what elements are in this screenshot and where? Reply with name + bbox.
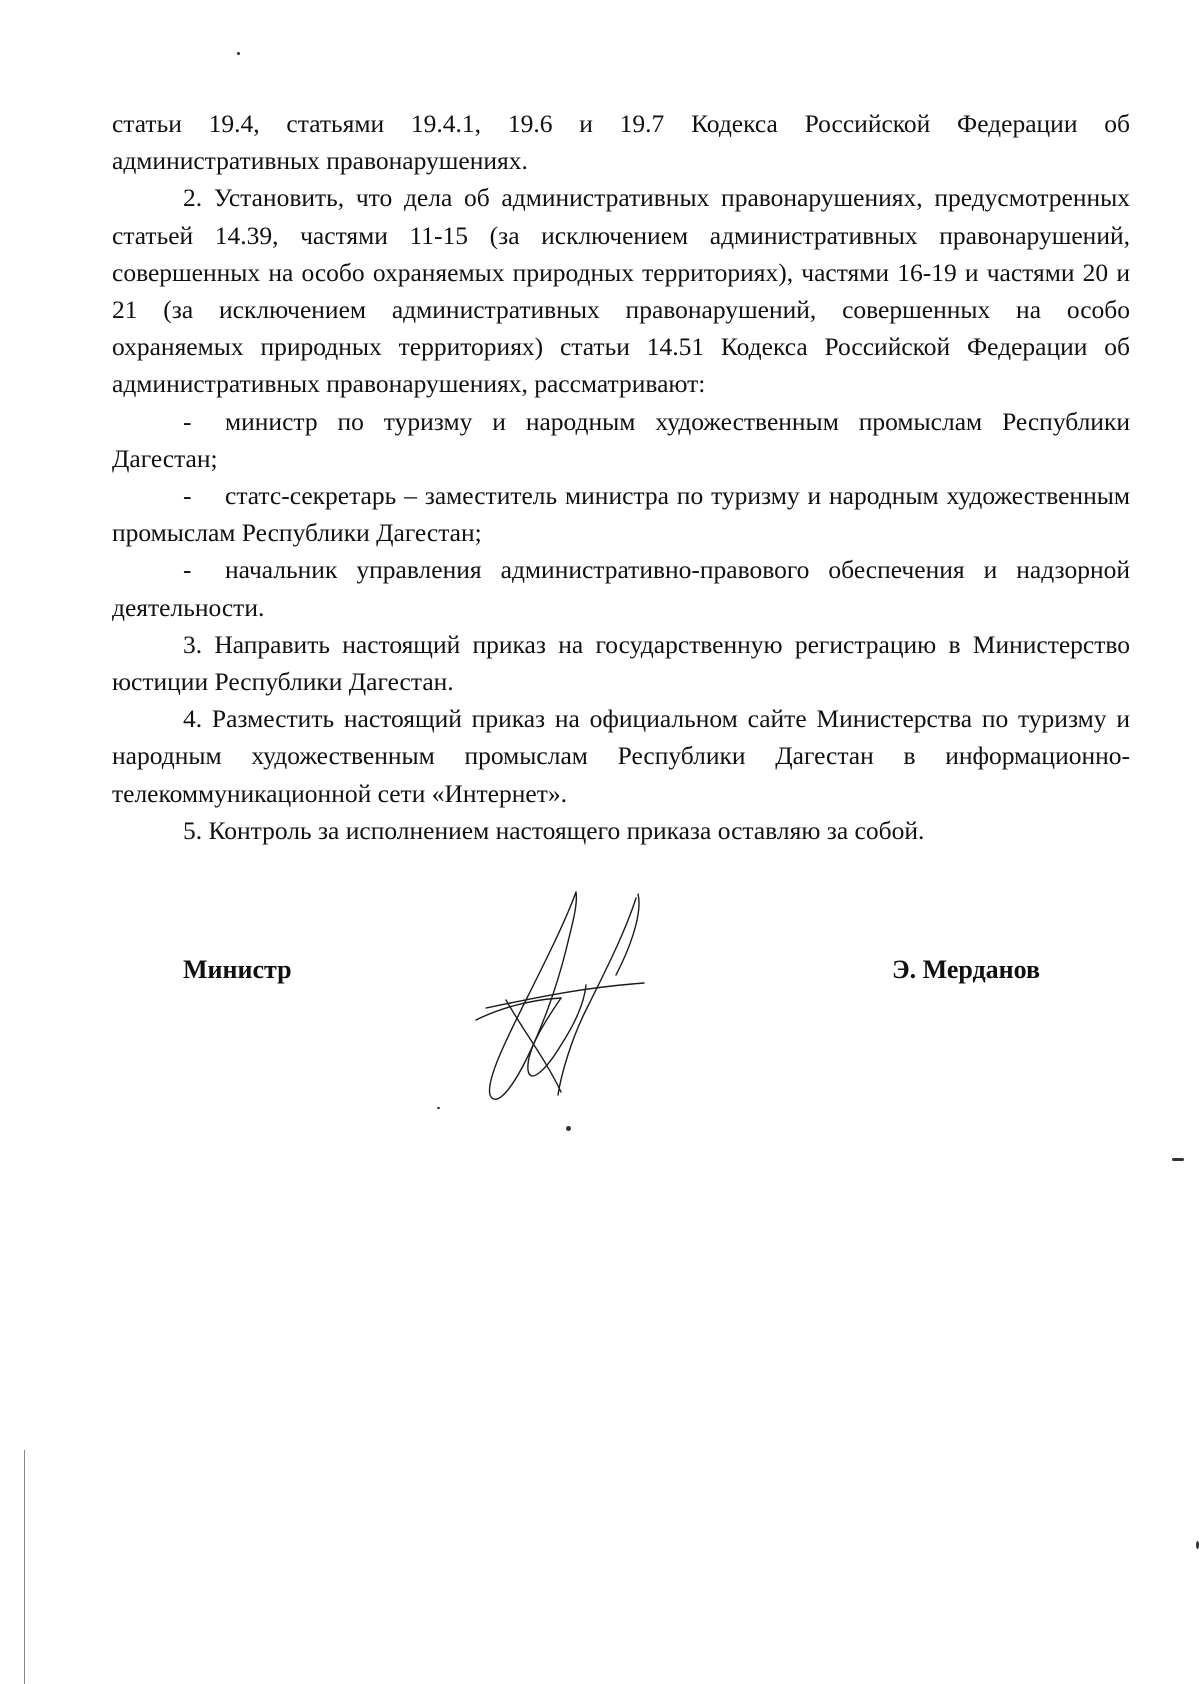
scan-speck [1196, 1541, 1199, 1549]
scan-speck [237, 52, 240, 55]
list-item [112, 477, 1130, 551]
scan-speck [1172, 1158, 1184, 1161]
list-item [112, 551, 1130, 625]
scan-edge-line [24, 1450, 25, 1684]
paragraph-item-2: 2. Установить, что дела об административных правонарушениях, предусмотренных статьей 14.39, частями 11-15 (за исключением административных правонарушений, совершенных на особо охраняемых природных территориях), частями 16-19 и частями 20 и 21 (за исключением административных правонарушений, совершенных на особо охраняемых природных территориях) статьи 14.51 Кодекса Российской Федерации об административных правонарушениях, рассматривают: [112, 183, 1130, 399]
paragraph-continuation: статьи 19.4, статьями 19.4.1, 19.6 и 19.7 Кодекса Российской Федерации об административных правонарушениях. [112, 109, 1130, 176]
signatory-position: Министр [183, 955, 292, 984]
signatory-name: Э. Мерданов [892, 955, 1041, 984]
handwritten-signature [466, 880, 666, 1110]
list-item [112, 403, 1130, 477]
paragraph-item-3: 3. Направить настоящий приказ на государственную регистрацию в Министерство юстиции Республики Дагестан. [112, 629, 1130, 697]
list-item-text: статс-секретарь – заместитель министра по туризму и народным художественным промыслам Республики Дагестан; [112, 481, 1130, 548]
scan-speck [566, 1126, 571, 1131]
list-dash: - [183, 555, 192, 585]
list-dash: - [183, 406, 192, 436]
document-body [112, 105, 1130, 849]
list-item-text: министр по туризму и народным художественным промыслам Республики Дагестан; [112, 406, 1130, 473]
list-item-text: начальник управления административно-правового обеспечения и надзорной деятельности. [112, 555, 1130, 622]
scan-speck [437, 1107, 440, 1109]
list-dash: - [183, 481, 192, 511]
paragraph-item-5: 5. Контроль за исполнением настоящего приказа оставляю за собой. [183, 815, 925, 845]
paragraph-item-4: 4. Разместить настоящий приказ на официальном сайте Министерства по туризму и народным художественным промыслам Республики Дагестан в информационно-телекоммуникационной сети «Интернет». [112, 704, 1130, 808]
